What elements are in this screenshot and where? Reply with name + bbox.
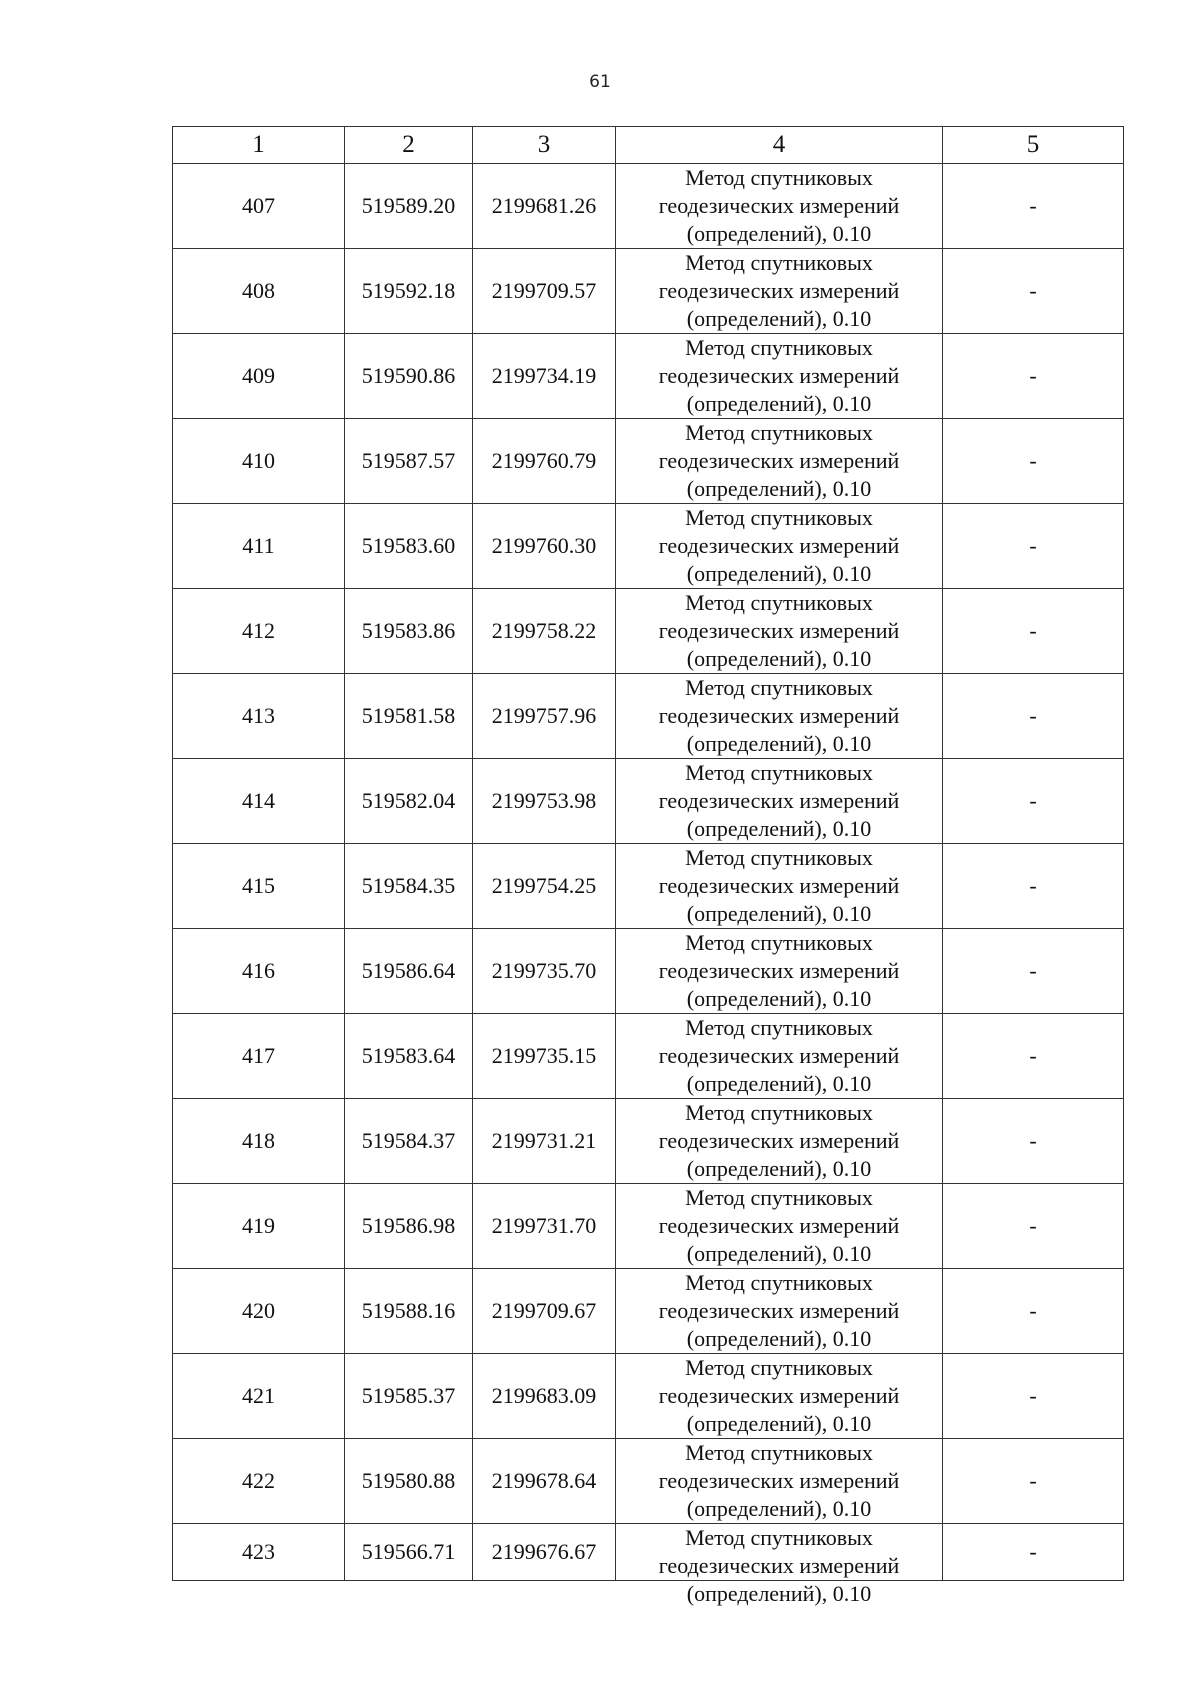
note-cell: - (943, 589, 1124, 674)
y-coordinate-cell: 2199754.25 (473, 844, 616, 929)
y-coordinate-cell: 2199735.15 (473, 1014, 616, 1099)
note-cell: - (943, 164, 1124, 249)
table-row (173, 1354, 1124, 1439)
x-coordinate-cell: 519586.98 (345, 1184, 473, 1269)
column-header-1: 1 (173, 127, 345, 164)
method-line: (определений), 0.10 (686, 561, 872, 586)
method-text (616, 929, 942, 1013)
y-coordinate-cell: 2199731.21 (473, 1099, 616, 1184)
table-row (173, 1014, 1124, 1099)
method-line: геодезических измерений (658, 1298, 900, 1323)
x-coordinate-cell: 519592.18 (345, 249, 473, 334)
method-line: (определений), 0.10 (686, 1156, 872, 1181)
method-line: Метод спутниковых (685, 505, 873, 530)
method-line: Метод спутниковых (685, 1525, 873, 1550)
x-coordinate-cell: 519584.35 (345, 844, 473, 929)
coordinates-table (172, 126, 1124, 1606)
y-coordinate-cell: 2199731.70 (473, 1184, 616, 1269)
x-coordinate-cell: 519590.86 (345, 334, 473, 419)
method-cell (616, 1184, 943, 1269)
method-line: (определений), 0.10 (686, 1241, 872, 1266)
table-row (173, 844, 1124, 929)
column-header-4: 4 (616, 127, 943, 164)
method-line: Метод спутниковых (685, 1185, 873, 1210)
method-line: Метод спутниковых (685, 420, 873, 445)
x-coordinate-cell: 519587.57 (345, 419, 473, 504)
y-coordinate-cell: 2199760.30 (473, 504, 616, 589)
method-line: (определений), 0.10 (686, 986, 872, 1011)
method-cell (616, 504, 943, 589)
table-row (173, 1439, 1124, 1524)
method-cell (616, 1014, 943, 1099)
note-cell: - (943, 334, 1124, 419)
method-line: (определений), 0.10 (686, 1326, 872, 1351)
method-text (616, 589, 942, 673)
y-coordinate-cell: 2199709.57 (473, 249, 616, 334)
point-number-cell: 419 (173, 1184, 345, 1269)
note-cell: - (943, 1184, 1124, 1269)
method-cell (616, 589, 943, 674)
table-row (173, 334, 1124, 419)
method-line: геодезических измерений (658, 1383, 900, 1408)
method-line: (определений), 0.10 (686, 731, 872, 756)
note-cell: - (943, 419, 1124, 504)
method-line: геодезических измерений (658, 618, 900, 643)
note-cell: - (943, 1014, 1124, 1099)
table-row (173, 759, 1124, 844)
note-cell: - (943, 1269, 1124, 1354)
point-number-cell: 409 (173, 334, 345, 419)
method-line: Метод спутниковых (685, 675, 873, 700)
note-cell: - (943, 249, 1124, 334)
method-line: Метод спутниковых (685, 760, 873, 785)
point-number-cell: 420 (173, 1269, 345, 1354)
note-cell: - (943, 759, 1124, 844)
method-line: геодезических измерений (658, 1043, 900, 1068)
table-row (173, 419, 1124, 504)
y-coordinate-cell: 2199683.09 (473, 1354, 616, 1439)
method-line: геодезических измерений (658, 1213, 900, 1238)
method-line: геодезических измерений (658, 958, 900, 983)
method-line: геодезических измерений (658, 1468, 900, 1493)
method-line: геодезических измерений (658, 703, 900, 728)
method-cell (616, 844, 943, 929)
x-coordinate-cell: 519586.64 (345, 929, 473, 1014)
y-coordinate-cell: 2199753.98 (473, 759, 616, 844)
note-cell: - (943, 674, 1124, 759)
table-row (173, 249, 1124, 334)
x-coordinate-cell: 519584.37 (345, 1099, 473, 1184)
method-text (616, 1439, 942, 1523)
page-number: 61 (589, 72, 611, 92)
method-text (616, 1014, 942, 1098)
point-number-cell: 408 (173, 249, 345, 334)
x-coordinate-cell: 519581.58 (345, 674, 473, 759)
column-header-5: 5 (943, 127, 1124, 164)
point-number-cell: 412 (173, 589, 345, 674)
note-cell: - (943, 844, 1124, 929)
method-cell (616, 1439, 943, 1524)
method-line: геодезических измерений (658, 193, 900, 218)
x-coordinate-cell: 519566.71 (345, 1524, 473, 1581)
note-cell: - (943, 504, 1124, 589)
note-cell: - (943, 1354, 1124, 1439)
point-number-cell: 422 (173, 1439, 345, 1524)
method-line: Метод спутниковых (685, 165, 873, 190)
y-coordinate-cell: 2199709.67 (473, 1269, 616, 1354)
method-text (616, 759, 942, 843)
table-row (173, 1269, 1124, 1354)
method-cell (616, 419, 943, 504)
point-number-cell: 423 (173, 1524, 345, 1581)
method-text (616, 504, 942, 588)
point-number-cell: 418 (173, 1099, 345, 1184)
x-coordinate-cell: 519583.64 (345, 1014, 473, 1099)
x-coordinate-cell: 519589.20 (345, 164, 473, 249)
y-coordinate-cell: 2199676.67 (473, 1524, 616, 1581)
method-text (616, 1524, 942, 1606)
table-row (173, 1184, 1124, 1269)
point-number-cell: 413 (173, 674, 345, 759)
method-cell (616, 334, 943, 419)
point-number-cell: 421 (173, 1354, 345, 1439)
method-cell (616, 1354, 943, 1439)
method-line: Метод спутниковых (685, 1100, 873, 1125)
method-cell (616, 164, 943, 249)
method-text (616, 844, 942, 928)
method-line: геодезических измерений (658, 278, 900, 303)
point-number-cell: 410 (173, 419, 345, 504)
point-number-cell: 416 (173, 929, 345, 1014)
method-line: Метод спутниковых (685, 1015, 873, 1040)
method-cell (616, 1099, 943, 1184)
method-line: Метод спутниковых (685, 1440, 873, 1465)
method-text (616, 1354, 942, 1438)
y-coordinate-cell: 2199760.79 (473, 419, 616, 504)
point-number-cell: 407 (173, 164, 345, 249)
x-coordinate-cell: 519580.88 (345, 1439, 473, 1524)
method-line: геодезических измерений (658, 533, 900, 558)
table-row (173, 674, 1124, 759)
method-text (616, 1184, 942, 1268)
method-cell (616, 1269, 943, 1354)
header-row (173, 127, 1124, 164)
method-line: (определений), 0.10 (686, 646, 872, 671)
point-number-cell: 411 (173, 504, 345, 589)
method-line: (определений), 0.10 (686, 901, 872, 926)
method-line: (определений), 0.10 (686, 1411, 872, 1436)
x-coordinate-cell: 519588.16 (345, 1269, 473, 1354)
x-coordinate-cell: 519582.04 (345, 759, 473, 844)
method-line: геодезических измерений (658, 788, 900, 813)
table-row (173, 1524, 1124, 1581)
method-line: Метод спутниковых (685, 845, 873, 870)
y-coordinate-cell: 2199681.26 (473, 164, 616, 249)
y-coordinate-cell: 2199757.96 (473, 674, 616, 759)
table-row (173, 504, 1124, 589)
method-line: геодезических измерений (658, 873, 900, 898)
method-cell (616, 674, 943, 759)
point-number-cell: 414 (173, 759, 345, 844)
note-cell: - (943, 1439, 1124, 1524)
y-coordinate-cell: 2199735.70 (473, 929, 616, 1014)
table-row (173, 1099, 1124, 1184)
point-number-cell: 417 (173, 1014, 345, 1099)
method-line: (определений), 0.10 (686, 476, 872, 501)
point-number-cell: 415 (173, 844, 345, 929)
method-line: (определений), 0.10 (686, 391, 872, 416)
table-row (173, 589, 1124, 674)
method-cell (616, 759, 943, 844)
table-body (173, 164, 1124, 1606)
method-text (616, 334, 942, 418)
x-coordinate-cell: 519583.86 (345, 589, 473, 674)
method-line: Метод спутниковых (685, 335, 873, 360)
table-row (173, 164, 1124, 249)
method-line: геодезических измерений (658, 448, 900, 473)
column-header-3: 3 (473, 127, 616, 164)
method-text (616, 249, 942, 333)
method-line: Метод спутниковых (685, 930, 873, 955)
method-text (616, 164, 942, 248)
method-line: (определений), 0.10 (686, 1496, 872, 1521)
method-line: Метод спутниковых (685, 590, 873, 615)
method-line: (определений), 0.10 (686, 816, 872, 841)
y-coordinate-cell: 2199678.64 (473, 1439, 616, 1524)
method-text (616, 419, 942, 503)
method-line: геодезических измерений (658, 363, 900, 388)
method-line: (определений), 0.10 (686, 1581, 872, 1606)
y-coordinate-cell: 2199734.19 (473, 334, 616, 419)
note-cell: - (943, 1524, 1124, 1581)
x-coordinate-cell: 519585.37 (345, 1354, 473, 1439)
method-line: (определений), 0.10 (686, 306, 872, 331)
x-coordinate-cell: 519583.60 (345, 504, 473, 589)
method-cell (616, 929, 943, 1014)
method-line: (определений), 0.10 (686, 1071, 872, 1096)
method-line: Метод спутниковых (685, 1355, 873, 1380)
method-line: геодезических измерений (658, 1553, 900, 1578)
column-header-2: 2 (345, 127, 473, 164)
y-coordinate-cell: 2199758.22 (473, 589, 616, 674)
table-row (173, 929, 1124, 1014)
method-line: Метод спутниковых (685, 250, 873, 275)
method-line: Метод спутниковых (685, 1270, 873, 1295)
method-cell (616, 1524, 943, 1606)
note-cell: - (943, 929, 1124, 1014)
method-text (616, 1099, 942, 1183)
method-text (616, 674, 942, 758)
method-cell (616, 249, 943, 334)
method-line: геодезических измерений (658, 1128, 900, 1153)
method-text (616, 1269, 942, 1353)
note-cell: - (943, 1099, 1124, 1184)
method-line: (определений), 0.10 (686, 221, 872, 246)
